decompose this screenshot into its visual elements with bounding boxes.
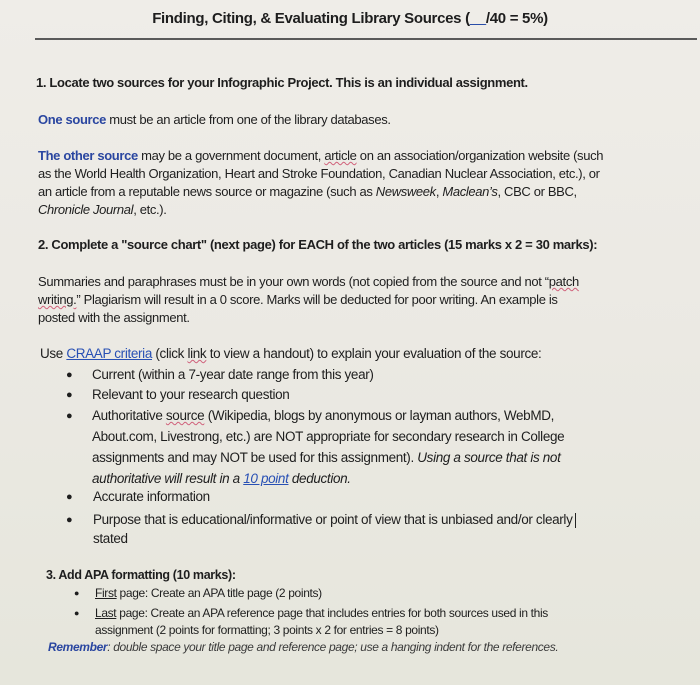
bullet-icon: ● (66, 514, 73, 526)
criteria-purpose-line-1: Purpose that is educational/informative or point of view that is unbiased and/or clearly (93, 511, 576, 529)
section-3-heading: 3. Add APA formatting (10 marks): (46, 568, 236, 582)
text-cursor (575, 513, 576, 528)
criteria-current: Current (within a 7-year date range from this year) (92, 367, 374, 382)
criteria-authoritative-line-1: Authoritative source (Wikipedia, blogs by anonymous or layman authors, WebMD, (92, 408, 555, 423)
craap-criteria-link[interactable]: CRAAP criteria (66, 346, 152, 361)
summary-line-1: Summaries and paraphrases must be in your own words (not copied from the source and not “patch (38, 274, 579, 289)
bullet-icon: ● (66, 369, 73, 381)
apa-last-page-line-2: assignment (2 points for formatting; 3 points x 2 for entries = 8 points) (95, 623, 439, 637)
craap-intro: Use CRAAP criteria (click link to view a handout) to explain your evaluation of the source: (40, 346, 542, 361)
bullet-icon: ● (66, 410, 73, 422)
spellcheck-writing: writing. (38, 292, 77, 307)
bullet-icon: ● (74, 588, 80, 598)
section-1-heading: 1. Locate two sources for your Infographic Project. This is an individual assignment. (36, 75, 528, 90)
bullet-icon: ● (66, 389, 73, 401)
other-source-line-3: an article from a reputable news source or magazine (such as Newsweek, Maclean’s, CBC or BBC, (38, 184, 577, 199)
summary-line-3: posted with the assignment. (38, 310, 190, 325)
criteria-relevant: Relevant to your research question (92, 387, 290, 402)
score-blank[interactable]: __ (469, 10, 486, 27)
criteria-accurate: Accurate information (93, 489, 210, 504)
criteria-authoritative-line-2: About.com, Livestrong, etc.) are NOT appropriate for secondary research in College (92, 429, 565, 444)
other-source-line-4: Chronicle Journal, etc.). (38, 202, 167, 217)
bullet-icon: ● (74, 608, 80, 618)
title-divider (35, 38, 697, 40)
bullet-icon: ● (66, 491, 73, 503)
apa-last-page-line-1: Last page: Create an APA reference page that includes entries for both sources used in this (95, 606, 548, 620)
one-source-paragraph: One source must be an article from one of the library databases. (38, 112, 391, 127)
ten-point-link[interactable]: 10 point (243, 471, 289, 486)
spellcheck-patch: patch (548, 274, 579, 289)
summary-line-2: writing.” Plagiarism will result in a 0 score. Marks will be deducted for poor writing. An example is (38, 292, 558, 307)
spellcheck-article: article (324, 148, 357, 163)
criteria-authoritative-line-3: assignments and may NOT be used for this assignment). Using a source that is not (92, 450, 561, 465)
page-title: Finding, Citing, & Evaluating Library Sources (__/40 = 5%) (152, 10, 548, 27)
section-2-heading: 2. Complete a "source chart" (next page) for EACH of the two articles (15 marks x 2 = 30 marks): (38, 237, 598, 252)
other-source-line-1: The other source may be a government document, article on an association/organization website (such (38, 148, 604, 163)
apa-first-page: First page: Create an APA title page (2 points) (95, 586, 322, 600)
criteria-authoritative-line-4: authoritative will result in a 10 point deduction. (92, 471, 351, 486)
remember-note: Remember: double space your title page and reference page; use a hanging indent for the references. (48, 640, 559, 654)
criteria-purpose-line-2: stated (93, 531, 128, 546)
other-source-line-2: as the World Health Organization, Heart and Stroke Foundation, Canadian Nuclear Association, etc.), or (38, 166, 600, 181)
